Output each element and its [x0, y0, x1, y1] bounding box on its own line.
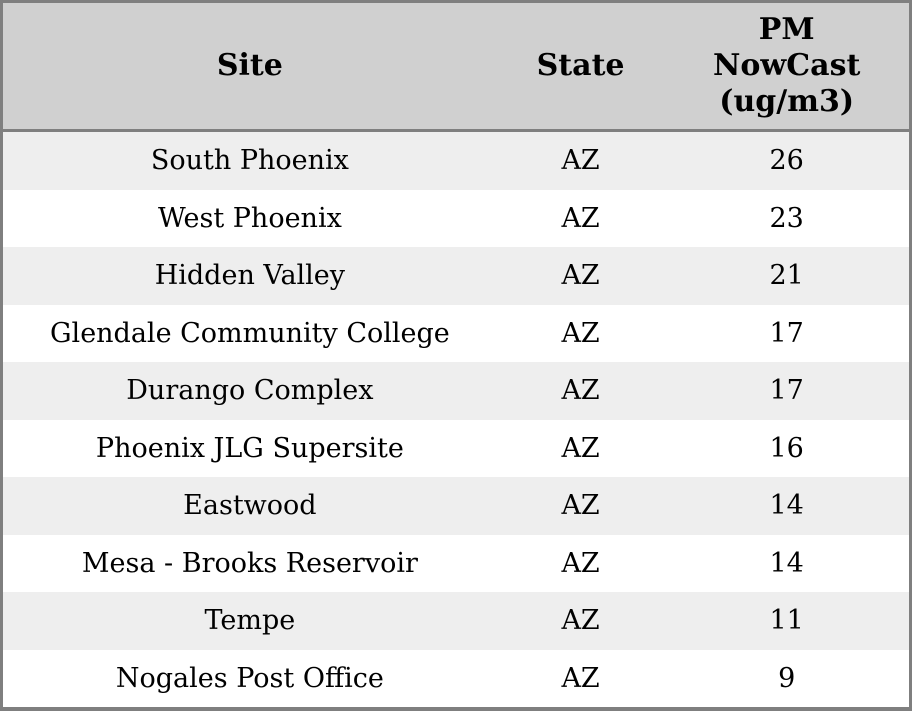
site-cell: Glendale Community College [49, 317, 450, 349]
column-header-pm-nowcast [664, 12, 909, 120]
column-header-site: Site [216, 48, 283, 83]
state-cell: AZ [561, 317, 600, 349]
table-row [3, 535, 909, 593]
state-cell: AZ [561, 202, 600, 234]
pm-nowcast-cell: 14 [769, 547, 804, 579]
site-cell: Durango Complex [126, 375, 374, 407]
table-row [3, 132, 909, 190]
table-row [3, 247, 909, 305]
table-row [3, 592, 909, 650]
pm-nowcast-cell: 26 [769, 145, 804, 177]
site-cell: Tempe [204, 605, 296, 637]
table-body [3, 132, 909, 707]
table-row [3, 477, 909, 535]
table-row [3, 420, 909, 478]
site-cell: Mesa - Brooks Reservoir [81, 547, 418, 579]
pm-nowcast-cell: 23 [769, 202, 804, 234]
site-cell: South Phoenix [150, 145, 349, 177]
column-header-pm-nowcast-label: PM NowCast (ug/m3) [713, 12, 861, 119]
state-cell: AZ [561, 662, 600, 694]
table-row [3, 650, 909, 708]
column-header-state: State [536, 48, 625, 83]
site-cell: Hidden Valley [154, 260, 346, 292]
table-row [3, 362, 909, 420]
site-cell: Eastwood [183, 490, 317, 522]
pm-nowcast-cell: 14 [769, 490, 804, 522]
state-cell: AZ [561, 432, 600, 464]
table-header-row [3, 3, 909, 132]
pm-nowcast-cell: 17 [769, 317, 804, 349]
state-cell: AZ [561, 547, 600, 579]
state-cell: AZ [561, 145, 600, 177]
pm-nowcast-cell: 17 [769, 375, 804, 407]
pm-nowcast-cell: 9 [778, 662, 796, 694]
site-cell: Phoenix JLG Supersite [95, 432, 404, 464]
table-row [3, 190, 909, 248]
pm-nowcast-cell: 11 [769, 605, 804, 637]
site-cell: West Phoenix [157, 202, 342, 234]
state-cell: AZ [561, 605, 600, 637]
pm-nowcast-cell: 16 [769, 432, 804, 464]
state-cell: AZ [561, 260, 600, 292]
state-cell: AZ [561, 490, 600, 522]
table-row [3, 305, 909, 363]
pm-nowcast-cell: 21 [769, 260, 804, 292]
state-cell: AZ [561, 375, 600, 407]
site-cell: Nogales Post Office [115, 662, 384, 694]
